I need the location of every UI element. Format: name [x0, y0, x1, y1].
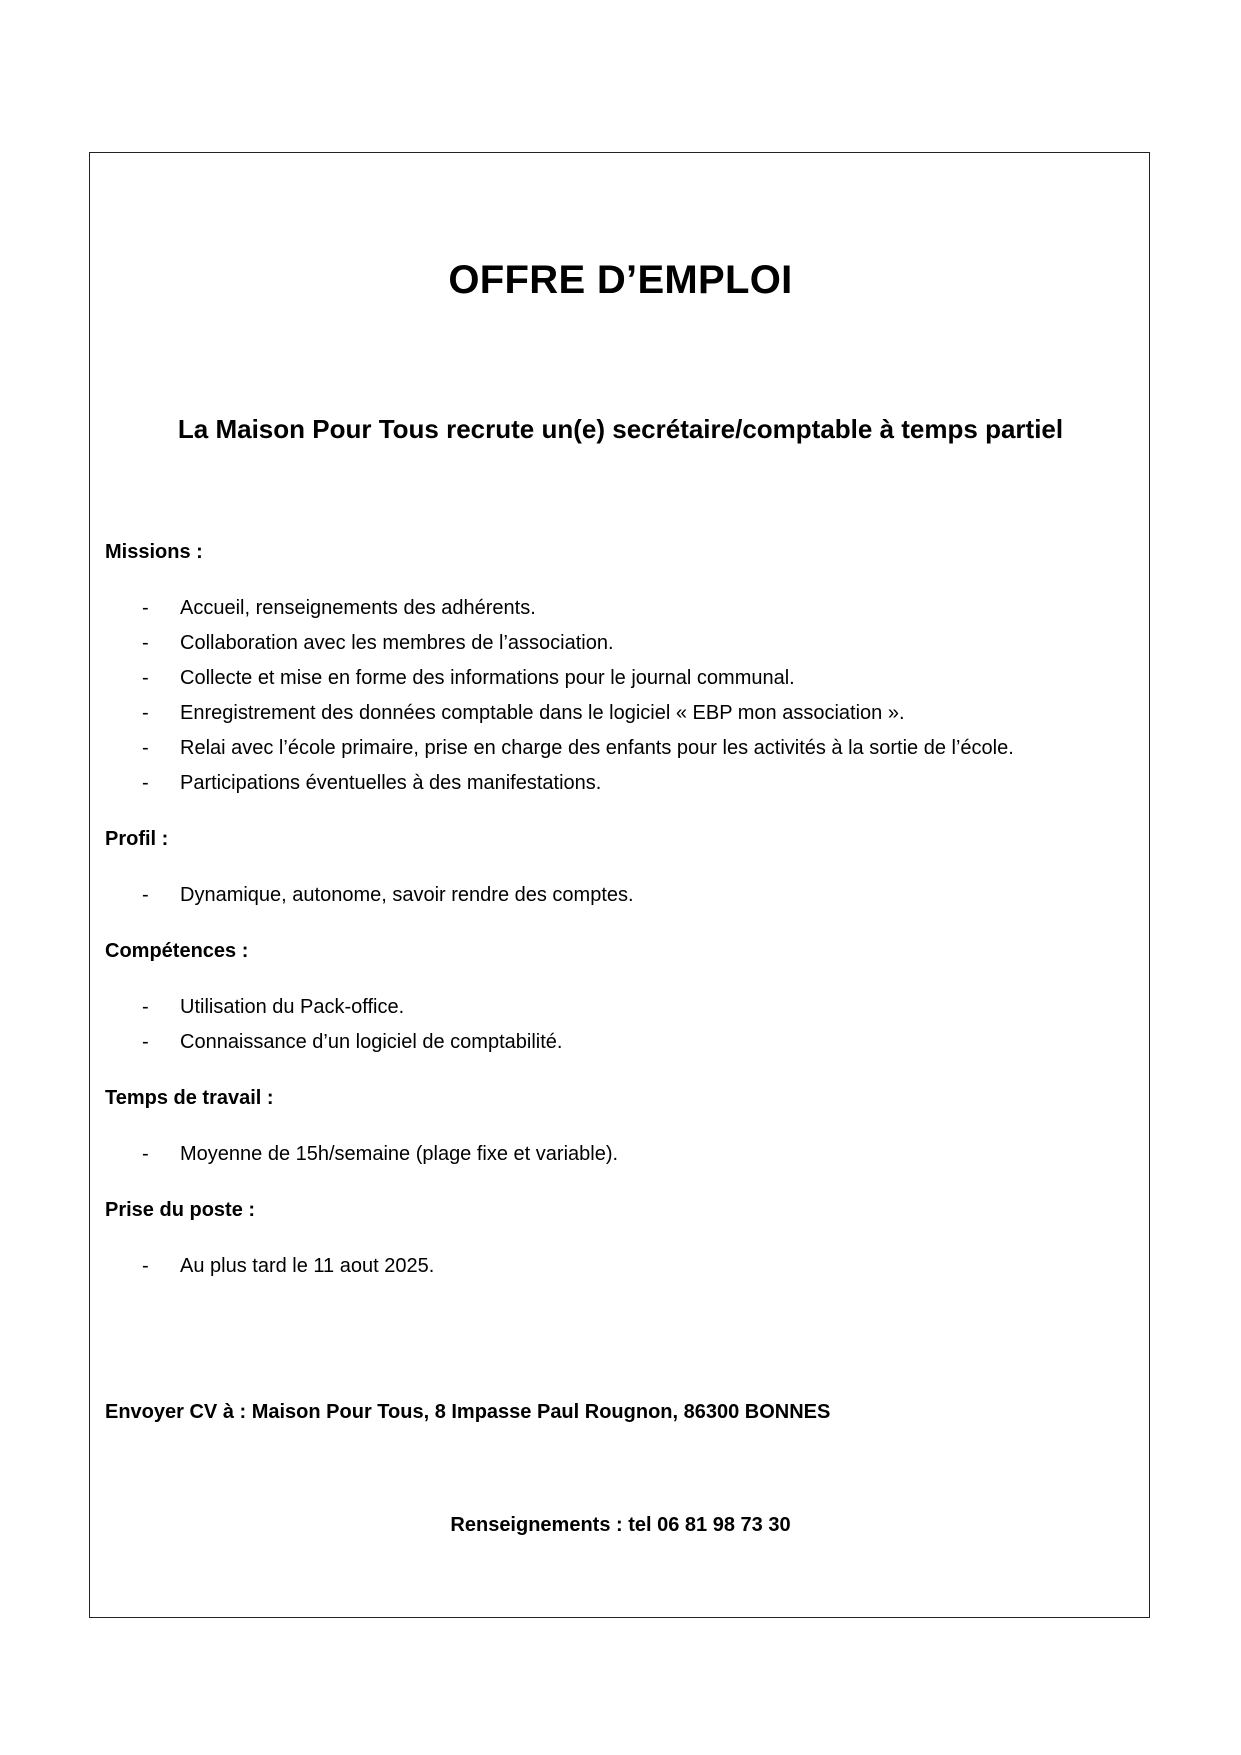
list-bullet: -	[142, 597, 149, 619]
list-bullet: -	[142, 1143, 149, 1165]
list-item: Moyenne de 15h/semaine (plage fixe et variable).	[180, 1143, 619, 1165]
section-heading-profil: Profil :	[105, 828, 169, 850]
list-bullet: -	[142, 996, 149, 1018]
list-item: Participations éventuelles à des manifestations.	[180, 772, 602, 794]
list-bullet: -	[142, 702, 149, 724]
list-item: Accueil, renseignements des adhérents.	[180, 597, 536, 619]
list-bullet: -	[142, 632, 149, 654]
list-bullet: -	[142, 737, 149, 759]
contact-phone: Renseignements : tel 06 81 98 73 30	[450, 1514, 791, 1536]
list-item: Collaboration avec les membres de l’association.	[180, 632, 614, 654]
list-item: Connaissance d’un logiciel de comptabilité.	[180, 1031, 563, 1053]
section-heading-missions: Missions :	[105, 541, 203, 563]
list-bullet: -	[142, 1255, 149, 1277]
section-heading-competences: Compétences :	[105, 940, 249, 962]
page-title: OFFRE D’EMPLOI	[448, 258, 793, 302]
list-bullet: -	[142, 884, 149, 906]
list-bullet: -	[142, 1031, 149, 1053]
send-cv-address: Envoyer CV à : Maison Pour Tous, 8 Impasse Paul Rougnon, 86300 BONNES	[105, 1401, 831, 1423]
list-item: Dynamique, autonome, savoir rendre des comptes.	[180, 884, 634, 906]
list-item: Enregistrement des données comptable dans le logiciel « EBP mon association ».	[180, 702, 905, 724]
list-bullet: -	[142, 667, 149, 689]
page-subtitle: La Maison Pour Tous recrute un(e) secrétaire/comptable à temps partiel	[177, 414, 1064, 444]
list-item: Au plus tard le 11 aout 2025.	[180, 1255, 435, 1277]
section-heading-temps-de-travail: Temps de travail :	[105, 1087, 274, 1109]
list-bullet: -	[142, 772, 149, 794]
section-heading-prise-du-poste: Prise du poste :	[105, 1199, 256, 1221]
list-item: Utilisation du Pack-office.	[180, 996, 405, 1018]
list-item: Relai avec l’école primaire, prise en charge des enfants pour les activités à la sortie de l’école.	[180, 737, 1014, 759]
list-item: Collecte et mise en forme des informations pour le journal communal.	[180, 667, 795, 689]
